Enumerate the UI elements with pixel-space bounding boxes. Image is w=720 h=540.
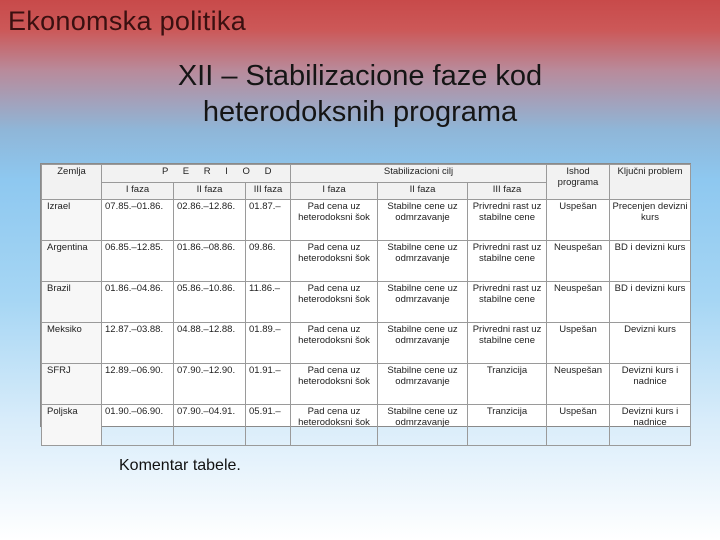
goal-3-cell: Tranzicija	[468, 364, 547, 405]
goal-3-cell: Privredni rast uz stabilne cene	[468, 323, 547, 364]
table-row	[42, 405, 691, 446]
table-row	[42, 364, 691, 405]
subheader-period-3: III faza	[246, 183, 291, 200]
period-3-cell: 01.89.–	[246, 323, 291, 364]
table-row	[42, 200, 691, 241]
table-row	[42, 241, 691, 282]
goal-2-cell: Stabilne cene uz odmrzavanje	[378, 405, 468, 446]
slide-title-line-2: heterodoksnih programa	[202, 96, 518, 128]
period-1-cell: 01.86.–04.86.	[102, 282, 174, 323]
period-3-cell: 01.91.–	[246, 364, 291, 405]
goal-3-cell: Tranzicija	[468, 405, 547, 446]
country-cell: Izrael	[42, 200, 102, 241]
period-2-cell: 01.86.–08.86.	[174, 241, 246, 282]
goal-2-cell: Stabilne cene uz odmrzavanje	[378, 241, 468, 282]
country-cell: Poljska	[42, 405, 102, 446]
goal-2-cell: Stabilne cene uz odmrzavanje	[378, 282, 468, 323]
period-3-cell: 11.86.–	[246, 282, 291, 323]
period-2-cell: 07.90.–04.91.	[174, 405, 246, 446]
goal-3-cell: Privredni rast uz stabilne cene	[468, 200, 547, 241]
header-ishod: Ishod programa	[547, 165, 610, 200]
header-zemlja: Zemlja	[42, 165, 102, 200]
goal-1-cell: Pad cena uz heterodoksni šok	[291, 241, 378, 282]
subheader-period-2: II faza	[174, 183, 246, 200]
goal-2-cell: Stabilne cene uz odmrzavanje	[378, 323, 468, 364]
period-1-cell: 01.90.–06.90.	[102, 405, 174, 446]
period-2-cell: 07.90.–12.90.	[174, 364, 246, 405]
problem-cell: Devizni kurs	[610, 323, 691, 364]
stabilization-table	[40, 163, 691, 427]
period-1-cell: 12.89.–06.90.	[102, 364, 174, 405]
slide-title	[100, 58, 620, 130]
outcome-cell: Uspešan	[547, 200, 610, 241]
goal-3-cell: Privredni rast uz stabilne cene	[468, 282, 547, 323]
header-cilj: Stabilizacioni cilj	[291, 165, 547, 183]
goal-3-cell: Privredni rast uz stabilne cene	[468, 241, 547, 282]
table-row	[42, 282, 691, 323]
slide-title-line-1: XII – Stabilizacione faze kod	[177, 60, 543, 92]
goal-2-cell: Stabilne cene uz odmrzavanje	[378, 200, 468, 241]
problem-cell: BD i devizni kurs	[610, 282, 691, 323]
period-2-cell: 02.86.–12.86.	[174, 200, 246, 241]
period-3-cell: 09.86.	[246, 241, 291, 282]
problem-cell: Precenjen devizni kurs	[610, 200, 691, 241]
country-cell: Brazil	[42, 282, 102, 323]
goal-1-cell: Pad cena uz heterodoksni šok	[291, 405, 378, 446]
period-2-cell: 05.86.–10.86.	[174, 282, 246, 323]
outcome-cell: Neuspešan	[547, 241, 610, 282]
period-1-cell: 06.85.–12.85.	[102, 241, 174, 282]
country-cell: SFRJ	[42, 364, 102, 405]
subheader-cilj-1: I faza	[291, 183, 378, 200]
subheader-period-1: I faza	[102, 183, 174, 200]
goal-1-cell: Pad cena uz heterodoksni šok	[291, 200, 378, 241]
period-1-cell: 07.85.–01.86.	[102, 200, 174, 241]
subheader-cilj-2: II faza	[378, 183, 468, 200]
problem-cell: Devizni kurs i nadnice	[610, 364, 691, 405]
goal-2-cell: Stabilne cene uz odmrzavanje	[378, 364, 468, 405]
subheader-cilj-3: III faza	[468, 183, 547, 200]
outcome-cell: Neuspešan	[547, 282, 610, 323]
period-3-cell: 01.87.–	[246, 200, 291, 241]
goal-1-cell: Pad cena uz heterodoksni šok	[291, 364, 378, 405]
country-cell: Argentina	[42, 241, 102, 282]
goal-1-cell: Pad cena uz heterodoksni šok	[291, 282, 378, 323]
problem-cell: Devizni kurs i nadnice	[610, 405, 691, 446]
period-1-cell: 12.87.–03.88.	[102, 323, 174, 364]
period-2-cell: 04.88.–12.88.	[174, 323, 246, 364]
header-title: Ekonomska politika	[8, 6, 247, 36]
outcome-cell: Neuspešan	[547, 364, 610, 405]
problem-cell: BD i devizni kurs	[610, 241, 691, 282]
goal-1-cell: Pad cena uz heterodoksni šok	[291, 323, 378, 364]
outcome-cell: Uspešan	[547, 405, 610, 446]
header-problem: Ključni problem	[610, 165, 691, 200]
outcome-cell: Uspešan	[547, 323, 610, 364]
table-comment: Komentar tabele.	[119, 457, 241, 474]
table-row	[42, 323, 691, 364]
header-period: P E R I O D	[102, 165, 291, 183]
country-cell: Meksiko	[42, 323, 102, 364]
period-3-cell: 05.91.–	[246, 405, 291, 446]
